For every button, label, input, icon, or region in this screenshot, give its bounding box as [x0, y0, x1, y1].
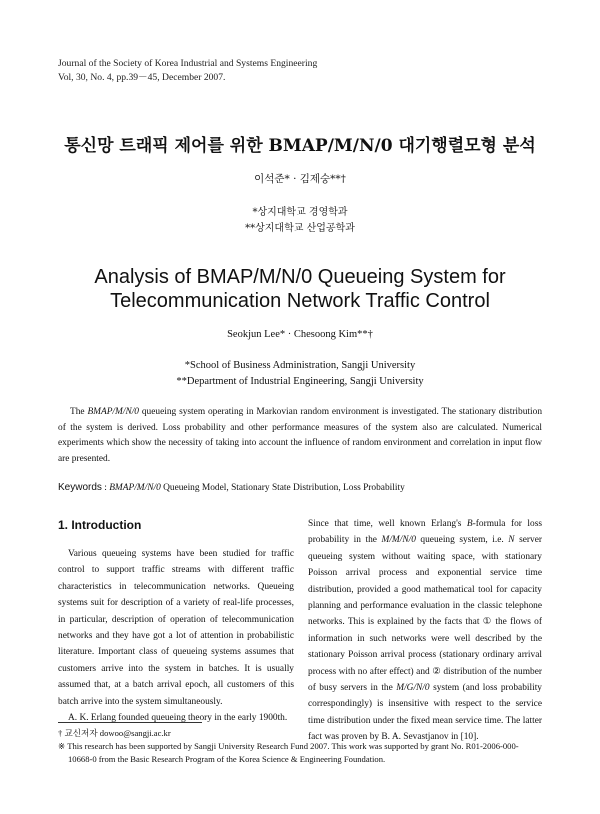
journal-header	[58, 57, 317, 85]
left-column	[58, 516, 294, 726]
korean-affiliation-1: *상지대학교 경영학과	[252, 207, 348, 218]
text-run: system (and loss probability correspondingly) is insensitive with respect to the service time distribution under the fixed mean service time. The latter fact was proven by B. A. Sevastjanov in [10].	[308, 683, 542, 743]
footnote-funding: ※ This research has been supported by Sangji University Research Fund 2007. This work was supported by grant No. R01-2006-000-10668-0 from the Basic Research Program of the Korea Science & Engineering Foundation.	[58, 741, 519, 764]
intro-paragraph-1: Various queueing systems have been studied for traffic control to support traffic streams with different traffic characteristics in telecommunication networks. Queueing systems suit for description of a variety of real-life processes, in particular, description of operation of telecommunication networks and they have got a lot of attention in probabilistic literature. Important class of queueing systems assumes that customers arrive into the system in batches. It is usually assumed that, at a batch arrival epoch, all customers of this batch arrive into the system simultaneously.	[58, 549, 294, 707]
keywords-label: Keywords	[58, 482, 102, 493]
text-run: Since that time, well known Erlang's	[308, 519, 467, 529]
keywords-separator: :	[101, 483, 110, 493]
english-title	[0, 265, 600, 313]
korean-authors: 이석준* · 김제숭**†	[254, 173, 346, 185]
text-run: server queueing system without waiting space, with stationary Poisson arrival process and exponential service time distribution, provided a good mathematical tool for capacity planning and performance evaluation in the classic telephone networks. This is explained by the facts that ① the flows of information in such networks were well described by the stationary Poisson arrival process (stationary ordinary arrival process with no after effect) and ② distribution of the number of busy servers in the	[308, 535, 542, 694]
text-run-italic: B	[466, 519, 473, 529]
korean-title: 통신망 트래픽 제어를 위한 BMAP/M/N/0 대기행렬모형 분석	[64, 136, 536, 156]
text-run: queueing system, i.e.	[415, 535, 509, 546]
english-title-line-1: Analysis of BMAP/M/N/0 Queueing System for	[94, 266, 506, 288]
journal-name: Journal of the Society of Korea Industrial and Systems Engineering	[58, 58, 318, 69]
keywords-list: Queueing Model, Stationary State Distribution, Loss Probability	[160, 483, 405, 493]
english-title-line-2: Telecommunication Network Traffic Control	[110, 290, 490, 312]
right-column	[308, 516, 542, 746]
section-heading-introduction: 1. Introduction	[58, 518, 142, 532]
abstract	[58, 405, 542, 467]
abstract-pre: The	[70, 407, 88, 417]
journal-volume: Vol, 30, No. 4, pp.39－45, December 2007.	[58, 72, 226, 83]
intro-paragraph-2: A. K. Erlang founded queueing theory in the early 1900th.	[68, 713, 288, 724]
keywords-model: BMAP/M/N/0	[109, 483, 161, 493]
footnote-corresponding-author: † 교신저자 dowoo@sangji.ac.kr	[58, 728, 171, 738]
korean-affiliation-2: **상지대학교 산업공학과	[245, 223, 355, 234]
text-run-italic: M/G/N/0	[396, 683, 430, 694]
english-authors: Seokjun Lee* · Chesoong Kim**†	[227, 329, 373, 340]
footnote-rule	[58, 722, 202, 723]
abstract-body: queueing system operating in Markovian random environment is investigated. The stationary distribution of the system is derived. Loss probability and other performance measures of the system also are calculated. Numerical experiments which show the necessity of taking into account the influence of random environment and correlation in input flow are presented.	[58, 407, 543, 464]
keywords	[58, 482, 405, 493]
intro-paragraph-3	[308, 516, 542, 746]
english-affiliation-2: **Department of Industrial Engineering, Sangji University	[176, 376, 424, 387]
footnotes	[58, 727, 542, 766]
text-run-italic: N	[508, 535, 515, 546]
text-run: -formula for loss probability in the	[308, 519, 542, 546]
english-affiliation-1: *School of Business Administration, Sangji University	[184, 360, 416, 371]
text-run-italic: M/M/N/0	[381, 535, 416, 546]
abstract-model: BMAP/M/N/0	[87, 407, 139, 417]
